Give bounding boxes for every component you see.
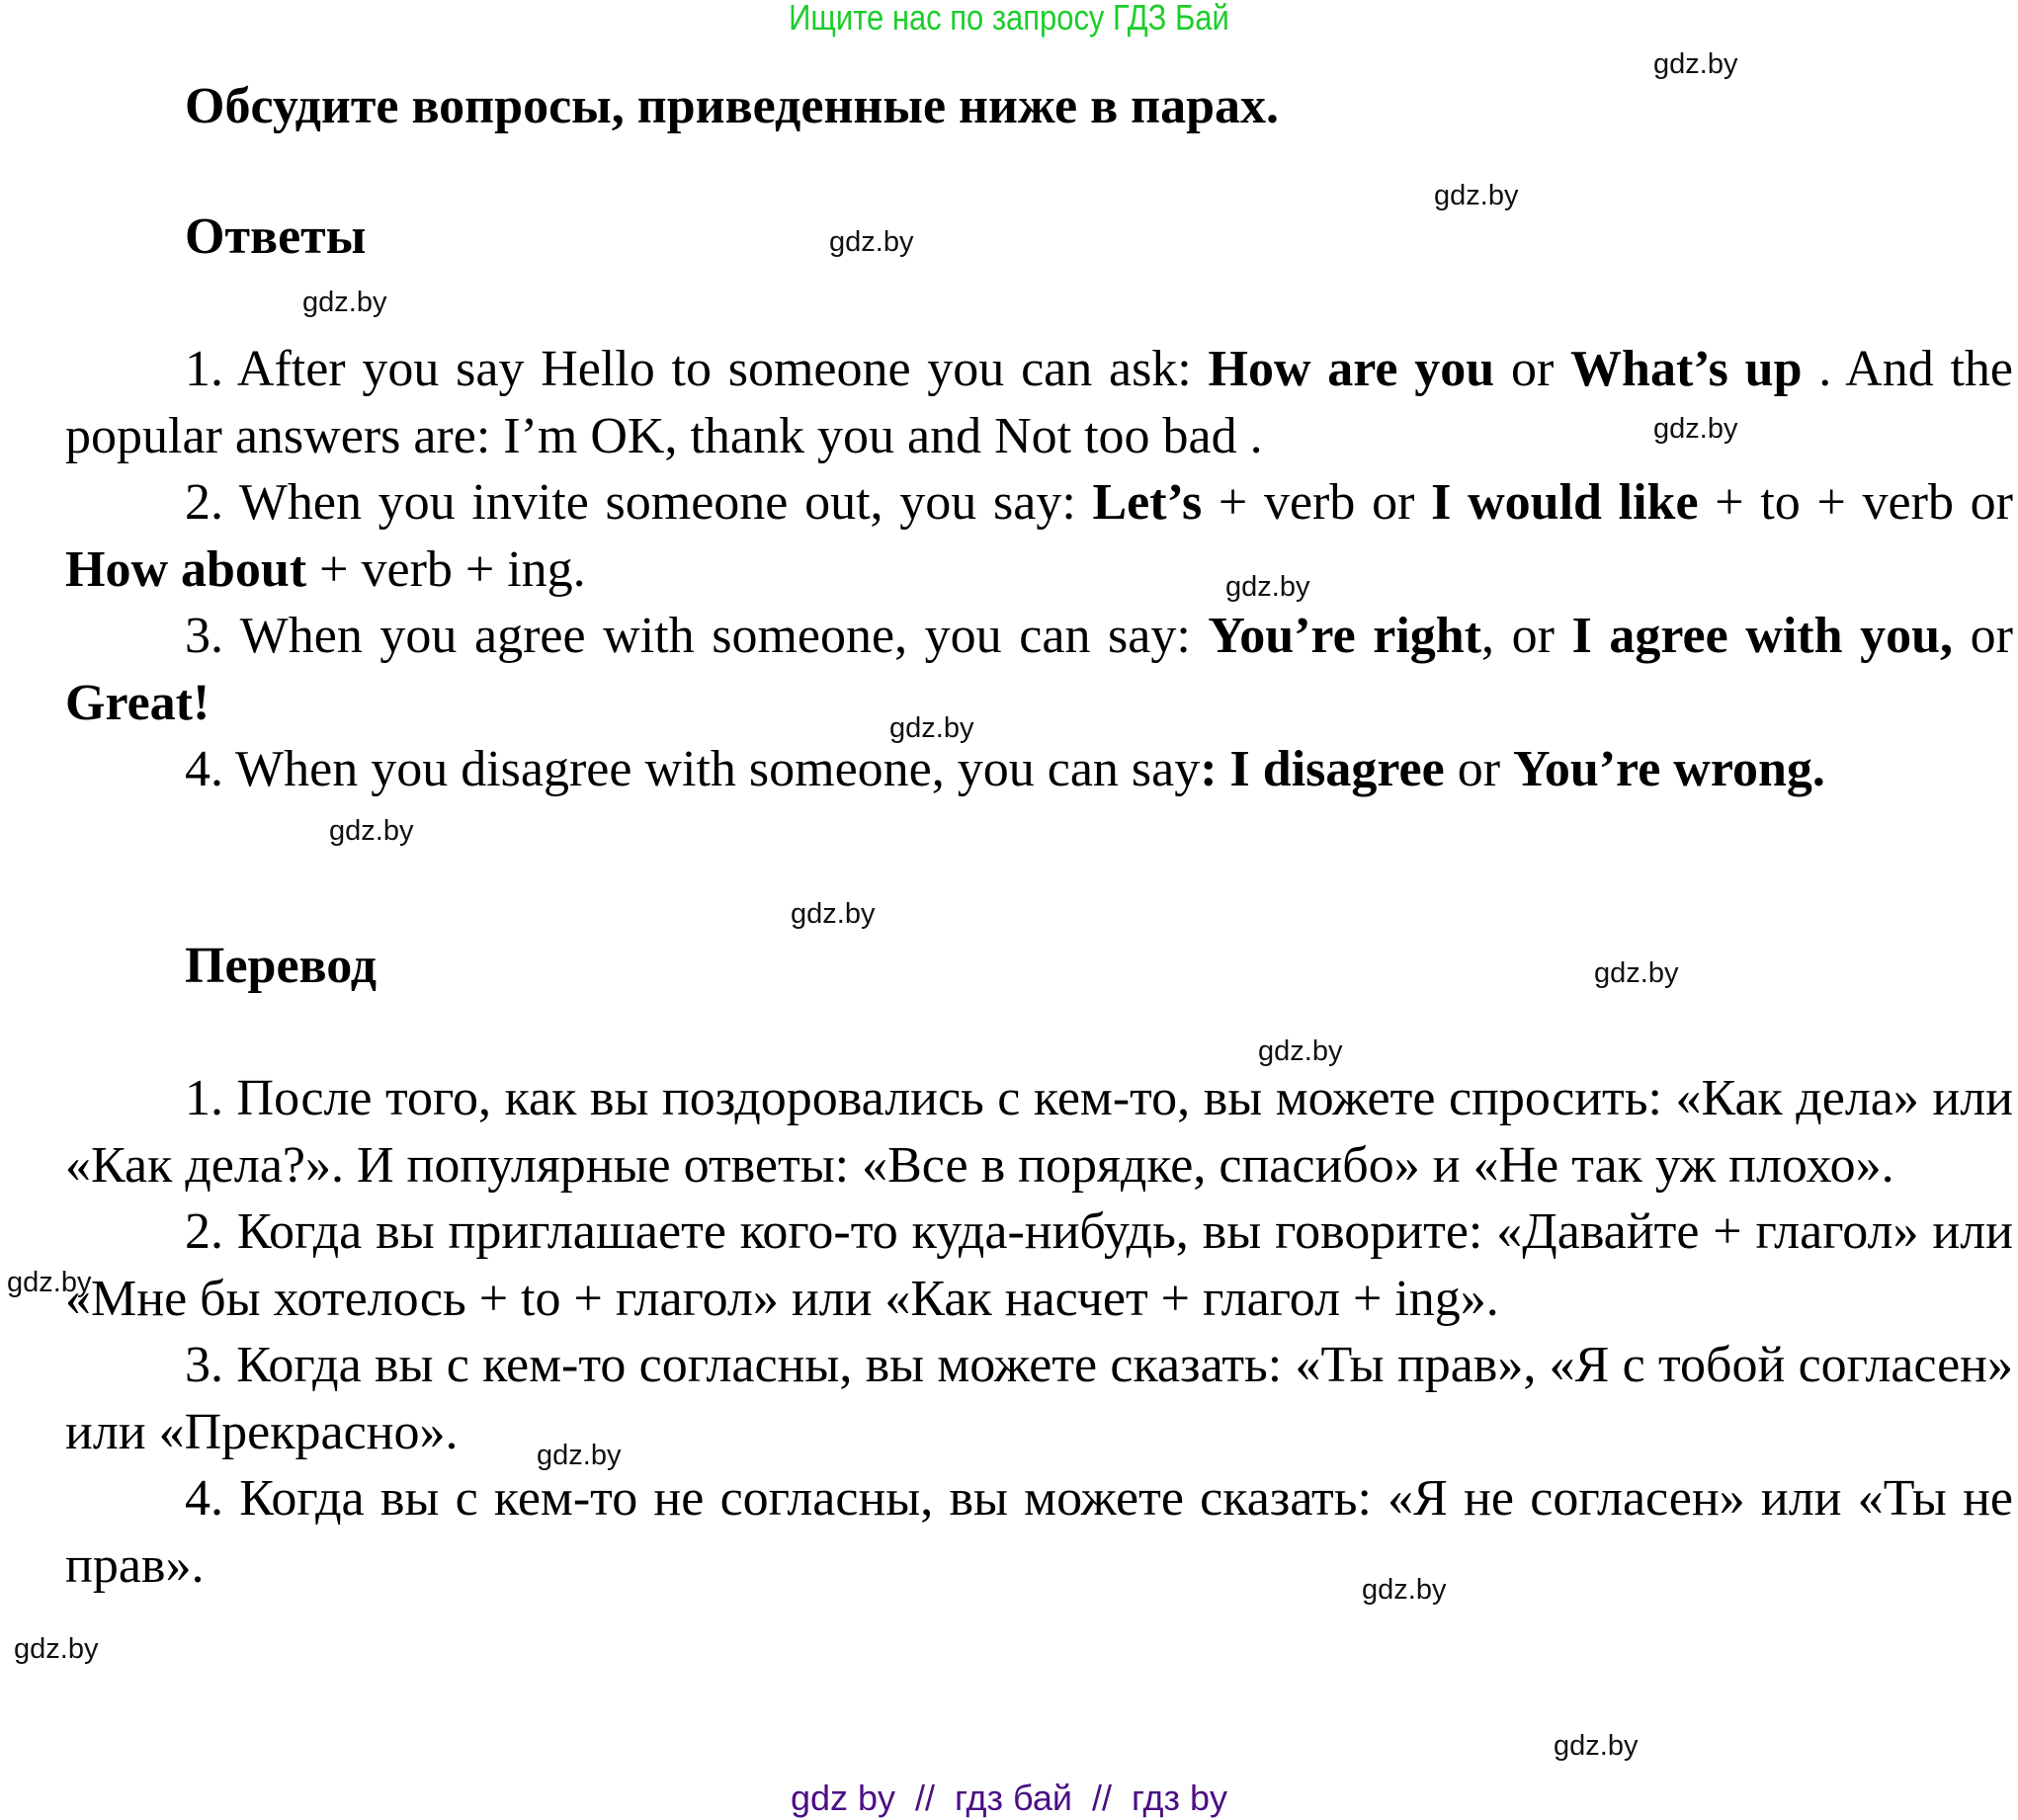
text-segment: + to + verb or [1698, 474, 2013, 531]
translation-item-4: 4. Когда вы с кем-то не согласны, вы можете сказать: «Я не согласен» или «Ты не прав». [65, 1470, 2013, 1594]
watermark: gdz.by [889, 712, 974, 744]
bold-phrase: How are you [1208, 341, 1495, 397]
text-segment: . And the popular answers are: I’m OK, thank you and Not too bad . [65, 341, 2013, 464]
text-segment: + verb or [1202, 474, 1432, 531]
item-number: 2. [185, 474, 223, 531]
bold-phrase: I would like [1431, 474, 1699, 531]
translation-list [65, 1065, 2013, 1599]
answers-list [65, 336, 2013, 803]
answer-item-3 [65, 603, 2013, 736]
bold-phrase: You’re wrong. [1513, 741, 1825, 797]
item-number: 1. [185, 341, 223, 397]
watermark: gdz.by [1258, 1035, 1343, 1067]
page-title: Обсудите вопросы, приведенные ниже в парах. [185, 78, 1280, 134]
translation-heading: Перевод [185, 938, 378, 994]
text-segment: When you invite someone out, you say: [223, 474, 1093, 531]
watermark: gdz.by [1653, 48, 1738, 80]
watermark: gdz.by [1434, 180, 1519, 211]
text-segment: When you agree with someone, you can say: [223, 608, 1209, 664]
watermark: gdz.by [302, 287, 387, 318]
text-segment: + verb + ing. [306, 540, 586, 598]
watermark: gdz.by [1554, 1730, 1639, 1762]
footer-links: gdz by // гдз бай // гдз by [790, 1778, 1228, 1818]
bold-phrase: You’re right [1208, 608, 1482, 664]
watermark: gdz.by [1653, 413, 1738, 445]
text-segment: When you disagree with someone, you can say [223, 741, 1201, 797]
watermark: gdz.by [14, 1633, 99, 1665]
translation-item-1: 1. После того, как вы поздоровались с кем-то, вы можете спросить: «Как дела» или «Как дела?». И популярные ответы: «Все в порядке, спасибо» и «Не так уж плохо». [65, 1070, 2013, 1194]
search-banner: Ищите нас по запросу ГДЗ Бай [789, 0, 1229, 38]
watermark: gdz.by [1362, 1574, 1447, 1606]
translation-item-3: 3. Когда вы с кем-то согласны, вы можете сказать: «Ты прав», «Я с тобой согласен» или «Прекрасно». [65, 1337, 2013, 1460]
bold-phrase: What’s up [1570, 341, 1803, 397]
watermark: gdz.by [1594, 957, 1679, 989]
bold-phrase: Let’s [1092, 474, 1203, 531]
answers-heading: Ответы [185, 208, 367, 265]
bold-phrase: Great! [65, 674, 210, 731]
text-segment: or [1953, 608, 2013, 664]
item-number: 3. [185, 608, 223, 664]
text-segment: or [1444, 741, 1514, 797]
text-segment: After you say Hello to someone you can ask: [223, 341, 1209, 397]
watermark: gdz.by [329, 815, 414, 847]
translation-item-2: 2. Когда вы приглашаете кого-то куда-нибудь, вы говорите: «Давайте + глагол» или «Мне бы хотелось + to + глагол» или «Как насчет + глагол + ing». [65, 1203, 2013, 1327]
bold-phrase: How about [65, 540, 307, 598]
answer-item-2 [65, 469, 2013, 603]
text-segment: , or [1481, 608, 1572, 664]
watermark: gdz.by [7, 1267, 92, 1298]
text-segment: or [1494, 341, 1571, 397]
answer-item-1 [65, 336, 2013, 469]
watermark: gdz.by [829, 226, 914, 258]
watermark: gdz.by [791, 898, 876, 930]
watermark: gdz.by [1225, 571, 1310, 603]
item-number: 4. [185, 741, 223, 797]
bold-phrase: : I disagree [1200, 741, 1445, 797]
bold-phrase: I agree with you, [1571, 608, 1954, 664]
watermark: gdz.by [537, 1440, 622, 1471]
answer-item-4 [65, 736, 2013, 803]
